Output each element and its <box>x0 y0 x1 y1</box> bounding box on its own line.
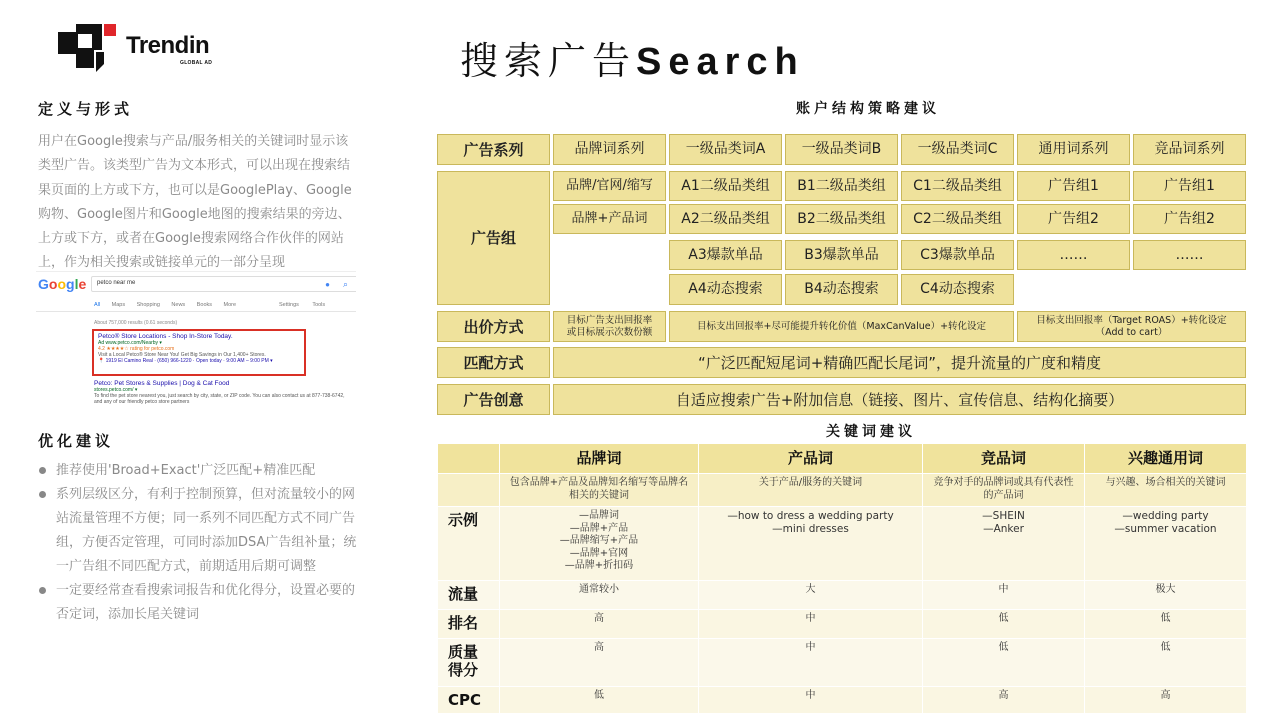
trendin-logo-icon <box>56 24 118 72</box>
optimize-heading: 优化建议 <box>38 432 115 450</box>
column-header: 竞品词 <box>923 444 1085 474</box>
table-cell: 极大 <box>1085 581 1247 610</box>
group-cell: A3爆款单品 <box>669 240 782 270</box>
group-cell: 品牌/官网/缩写 <box>553 171 666 201</box>
description-cell: 与兴趣、场合相关的关键词 <box>1085 474 1247 507</box>
row-label: 质量得分 <box>438 639 500 687</box>
google-search-screenshot <box>36 271 356 405</box>
row-label-series: 广告系列 <box>437 134 550 165</box>
highlighted-ad-result <box>92 329 306 376</box>
bid-cell-categories: 目标支出回报率+尽可能提升转化价值（MaxCanValue）+转化设定 <box>669 311 1014 342</box>
table-cell: 低 <box>923 610 1085 639</box>
logo-wordmark: Trendin <box>126 32 210 59</box>
column-header: 产品词 <box>699 444 923 474</box>
table-cell: 中 <box>923 581 1085 610</box>
google-tab: Maps <box>111 302 126 308</box>
group-cell: …… <box>1017 240 1130 270</box>
example-cell: —品牌词 —品牌+产品 —品牌缩写+产品 —品牌+官网 —品牌+折扣码 <box>500 507 699 581</box>
google-tab: Settings <box>279 302 299 308</box>
optimize-bullet: 推荐使用'Broad+Exact'广泛匹配+精准匹配 <box>38 459 358 483</box>
organic-result <box>94 380 354 405</box>
ad-address: 📍 1919 El Camino Real · (650) 966-1220 · Open today · 9:00 AM – 9:00 PM ▾ <box>98 358 273 364</box>
ad-url: Ad www.petco.com/Nearby ▾ <box>98 340 162 346</box>
example-cell: —SHEIN —Anker <box>923 507 1085 581</box>
group-cell: A2二级品类组 <box>669 204 782 234</box>
series-cell: 一级品类词B <box>785 134 898 165</box>
row-label: 流量 <box>438 581 500 610</box>
table-row <box>438 639 1247 687</box>
optimize-bullet: 一定要经常查看搜索词报告和优化得分，设置必要的否定词，添加长尾关键词 <box>38 579 358 627</box>
table-cell: 大 <box>699 581 923 610</box>
row-label-match: 匹配方式 <box>437 347 550 378</box>
ad-rating: 4.2 ★★★★☆ rating for petco.com <box>98 346 175 352</box>
optimize-bullet: 系列层级区分，有利于控制预算，但对流量较小的网站流量管理不方便；同一系列不同匹配方式不同广告组，方便否定管理，可同时添加DSA广告组补量；统一广告组不同匹配方式，前期适用后期可调整 <box>38 483 358 579</box>
google-tab: All <box>94 302 101 308</box>
keyword-table <box>437 443 1247 714</box>
column-header: 品牌词 <box>500 444 699 474</box>
organic-title: Petco: Pet Stores & Supplies | Dog & Cat Food <box>94 380 230 387</box>
google-query: petco near me <box>97 280 136 286</box>
group-cell: A1二级品类组 <box>669 171 782 201</box>
table-row <box>438 507 1247 581</box>
row-label: CPC <box>438 687 500 714</box>
table-cell: 低 <box>500 687 699 714</box>
google-search-box <box>91 276 356 292</box>
results-count: About 757,000 results (0.61 seconds) <box>94 320 178 326</box>
google-tab: News <box>171 302 186 308</box>
series-cell: 一级品类词C <box>901 134 1014 165</box>
organic-url: stores.petco.com/ ▾ <box>94 387 138 393</box>
table-row <box>438 610 1247 639</box>
table-cell: 中 <box>699 610 923 639</box>
table-cell: 通常较小 <box>500 581 699 610</box>
group-cell: 广告组2 <box>1133 204 1246 234</box>
creative-cell: 自适应搜索广告+附加信息（链接、图片、宣传信息、结构化摘要） <box>553 384 1246 415</box>
google-logo: Google <box>38 276 87 292</box>
group-cell: C1二级品类组 <box>901 171 1014 201</box>
group-cell: C2二级品类组 <box>901 204 1014 234</box>
example-cell: —how to dress a wedding party —mini dresses <box>699 507 923 581</box>
series-cell: 一级品类词A <box>669 134 782 165</box>
table-row <box>438 687 1247 714</box>
group-cell: C4动态搜索 <box>901 274 1014 305</box>
description-cell: 竞争对手的品牌词或具有代表性的产品词 <box>923 474 1085 507</box>
description-cell: 包含品牌+产品及品牌知名缩写等品牌名相关的关键词 <box>500 474 699 507</box>
table-cell: 高 <box>500 610 699 639</box>
example-cell: —wedding party —summer vacation <box>1085 507 1247 581</box>
table-cell: 低 <box>1085 639 1247 687</box>
group-cell: A4动态搜索 <box>669 274 782 305</box>
group-cell: B2二级品类组 <box>785 204 898 234</box>
logo-subtext: GLOBAL AD <box>180 60 213 66</box>
ad-title: Petco® Store Locations - Shop In-Store Today. <box>98 333 233 340</box>
bid-cell-brand: 目标广告支出回报率或目标展示次数份额 <box>553 311 666 342</box>
table-cell: 中 <box>699 639 923 687</box>
series-cell: 品牌词系列 <box>553 134 666 165</box>
group-cell: C3爆款单品 <box>901 240 1014 270</box>
description-cell: 关于产品/服务的关键词 <box>699 474 923 507</box>
organic-description: To find the pet store nearest you, just search by city, state, or ZIP code. You can also contact us at 877-738-6742, and any of our friendly petco store partners <box>94 393 345 405</box>
header-blank <box>438 444 500 474</box>
group-cell: 广告组2 <box>1017 204 1130 234</box>
definition-heading: 定义与形式 <box>38 100 134 118</box>
table-cell: 中 <box>699 687 923 714</box>
description-blank <box>438 474 500 507</box>
google-tabs <box>94 302 246 308</box>
definition-text: 用户在Google搜索与产品/服务相关的关键词时显示该类型广告。该类型广告为文本形式，可以出现在搜索结果页面的上方或下方，也可以是GooglePlay、Google购物、Google图片和Google地图的搜索结果的旁边、上方或下方，或者在Google搜索网络合作伙伴的网站上，作为相关搜索或链接单元的一部分呈现 <box>38 134 352 271</box>
title-en: Search <box>636 41 805 83</box>
google-tabs-right <box>279 302 337 308</box>
title-cn: 搜索广告 <box>460 39 637 83</box>
bid-cell-others: 目标支出回报率（Target ROAS）+转化设定（Add to cart） <box>1017 311 1246 342</box>
row-label-bid: 出价方式 <box>437 311 550 342</box>
google-tab: Books <box>196 302 213 308</box>
table-cell: 低 <box>1085 610 1247 639</box>
search-icon: ⌕ <box>342 279 348 289</box>
keyword-title: 关键词建议 <box>826 424 916 440</box>
account-structure-title: 账户结构策略建议 <box>796 101 940 117</box>
divider <box>36 311 356 312</box>
optimize-list <box>38 459 358 627</box>
column-header: 兴趣通用词 <box>1085 444 1247 474</box>
group-cell: B4动态搜索 <box>785 274 898 305</box>
row-label-creative: 广告创意 <box>437 384 550 415</box>
group-cell: 广告组1 <box>1017 171 1130 201</box>
row-label: 示例 <box>438 507 500 581</box>
group-cell: B3爆款单品 <box>785 240 898 270</box>
description-row <box>438 474 1247 507</box>
trendin-logo <box>56 24 226 74</box>
series-cell: 竞品词系列 <box>1133 134 1246 165</box>
table-cell: 高 <box>500 639 699 687</box>
table-cell: 高 <box>1085 687 1247 714</box>
table-row <box>438 581 1247 610</box>
google-tab: Shopping <box>136 302 160 308</box>
mic-icon: ● <box>325 280 330 289</box>
google-tab: Tools <box>312 302 326 308</box>
keyword-header-row <box>438 444 1247 474</box>
google-tab: More <box>223 302 237 308</box>
page-title <box>460 30 805 85</box>
group-cell: …… <box>1133 240 1246 270</box>
series-cell: 通用词系列 <box>1017 134 1130 165</box>
ad-description: Visit a Local Petco® Store Near You! Get Big Savings in Our 1,400+ Stores. <box>98 352 266 358</box>
group-cell: 广告组1 <box>1133 171 1246 201</box>
group-cell: 品牌+产品词 <box>553 204 666 234</box>
group-cell: B1二级品类组 <box>785 171 898 201</box>
row-label: 排名 <box>438 610 500 639</box>
table-cell: 高 <box>923 687 1085 714</box>
table-cell: 低 <box>923 639 1085 687</box>
row-label-group: 广告组 <box>437 171 550 305</box>
match-cell: “广泛匹配短尾词+精确匹配长尾词”，提升流量的广度和精度 <box>553 347 1246 378</box>
